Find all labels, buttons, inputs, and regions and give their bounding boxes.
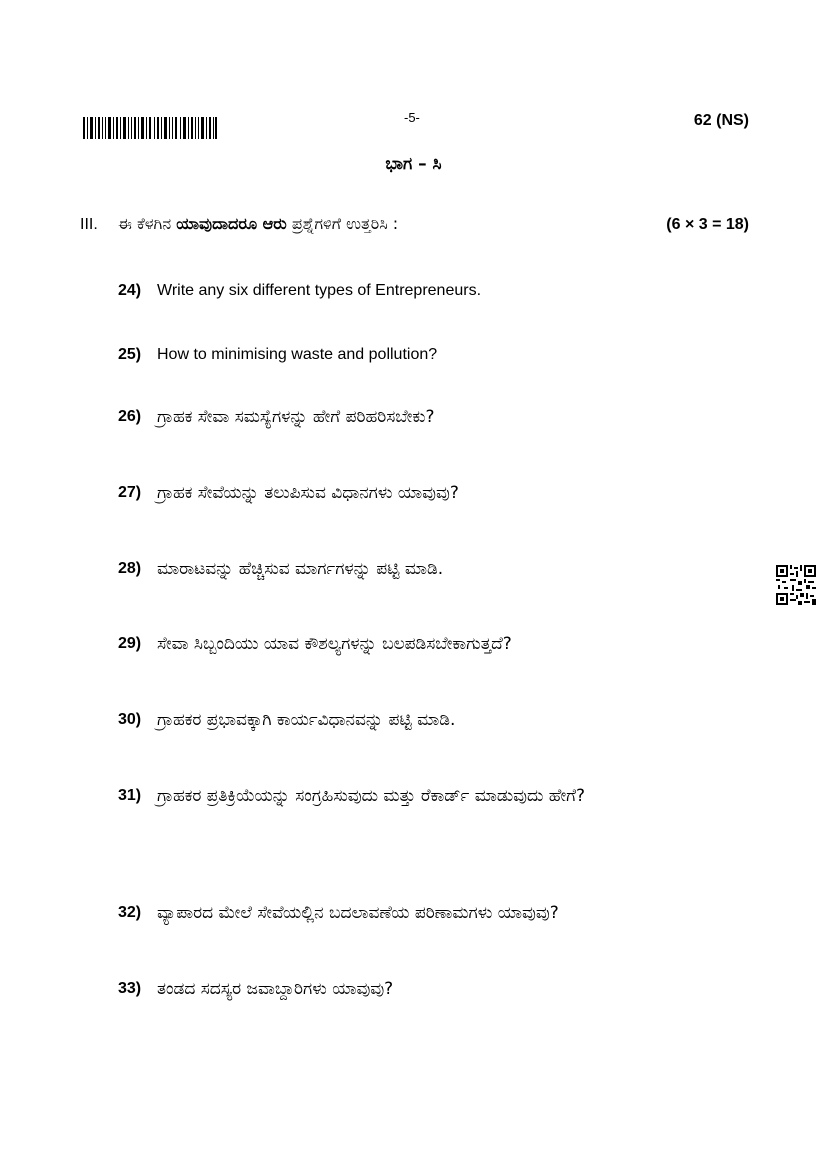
question-text: ಗ್ರಾಹಕ ಸೇವಾ ಸಮಸ್ಯೆಗಳನ್ನು ಹೇಗೆ ಪರಿಹರಿಸಬೇಕು?: [157, 407, 435, 427]
question-text: ಸೇವಾ ಸಿಬ್ಬಂದಿಯು ಯಾವ ಕೌಶಲ್ಯಗಳನ್ನು ಬಲಪಡಿಸಬೇಕಾಗುತ್ತದೆ?: [157, 634, 512, 654]
question-number: 32): [118, 904, 142, 921]
question-number: 26): [118, 408, 142, 425]
question-number: 31): [118, 787, 142, 804]
question-text: ಗ್ರಾಹಕರ ಪ್ರತಿಕ್ರಿಯೆಯನ್ನು ಸಂಗ್ರಹಿಸುವುದು ಮತ್ತು ರೆಕಾರ್ಡ್ ಮಾಡುವುದು ಹೇಗೆ?: [157, 786, 586, 806]
question-text: ಮಾರಾಟವನ್ನು ಹೆಚ್ಚಿಸುವ ಮಾರ್ಗಗಳನ್ನು ಪಟ್ಟಿ ಮಾಡಿ.: [157, 559, 444, 579]
question-text: ವ್ಯಾಪಾರದ ಮೇಲೆ ಸೇವೆಯಲ್ಲಿನ ಬದಲಾವಣೆಯ ಪರಿಣಾಮಗಳು ಯಾವುವು?: [157, 903, 559, 923]
question-number: 27): [118, 484, 142, 501]
barcode: [83, 117, 217, 139]
question-text: ಗ್ರಾಹಕರ ಪ್ರಭಾವಕ್ಕಾಗಿ ಕಾರ್ಯವಿಧಾನವನ್ನು ಪಟ್ಟಿ ಮಾಡಿ.: [157, 710, 456, 730]
instruction-bold: ಯಾವುದಾದರೂ ಆರು: [176, 214, 287, 233]
qr-code: [776, 565, 816, 605]
question-number: 25): [118, 346, 142, 363]
question-number: 30): [118, 711, 142, 728]
question-text: Write any six different types of Entrepreneurs.: [157, 282, 482, 299]
question-number: 24): [118, 282, 142, 299]
question-text: ತಂಡದ ಸದಸ್ಯರ ಜವಾಬ್ದಾರಿಗಳು ಯಾವುವು?: [157, 979, 394, 999]
section-marks: (6 × 3 = 18): [666, 216, 749, 233]
page-number: -5-: [404, 110, 420, 125]
question-text: ಗ್ರಾಹಕ ಸೇವೆಯನ್ನು ತಲುಪಿಸುವ ವಿಧಾನಗಳು ಯಾವುವು?: [157, 483, 459, 503]
question-number: 29): [118, 635, 142, 652]
question-number: 28): [118, 560, 142, 577]
instruction-pre: ಈ ಕೆಳಗಿನ: [118, 214, 177, 233]
section-number: III.: [80, 216, 98, 233]
paper-code: 62 (NS): [693, 112, 749, 129]
question-number: 33): [118, 980, 142, 997]
section-instruction: [118, 214, 398, 234]
question-text: How to minimising waste and pollution?: [157, 346, 438, 363]
section-header: [80, 214, 749, 240]
instruction-post: ಪ್ರಶ್ನೆಗಳಿಗೆ ಉತ್ತರಿಸಿ :: [286, 214, 399, 233]
part-heading: ಭಾಗ – ಸಿ: [385, 154, 442, 174]
